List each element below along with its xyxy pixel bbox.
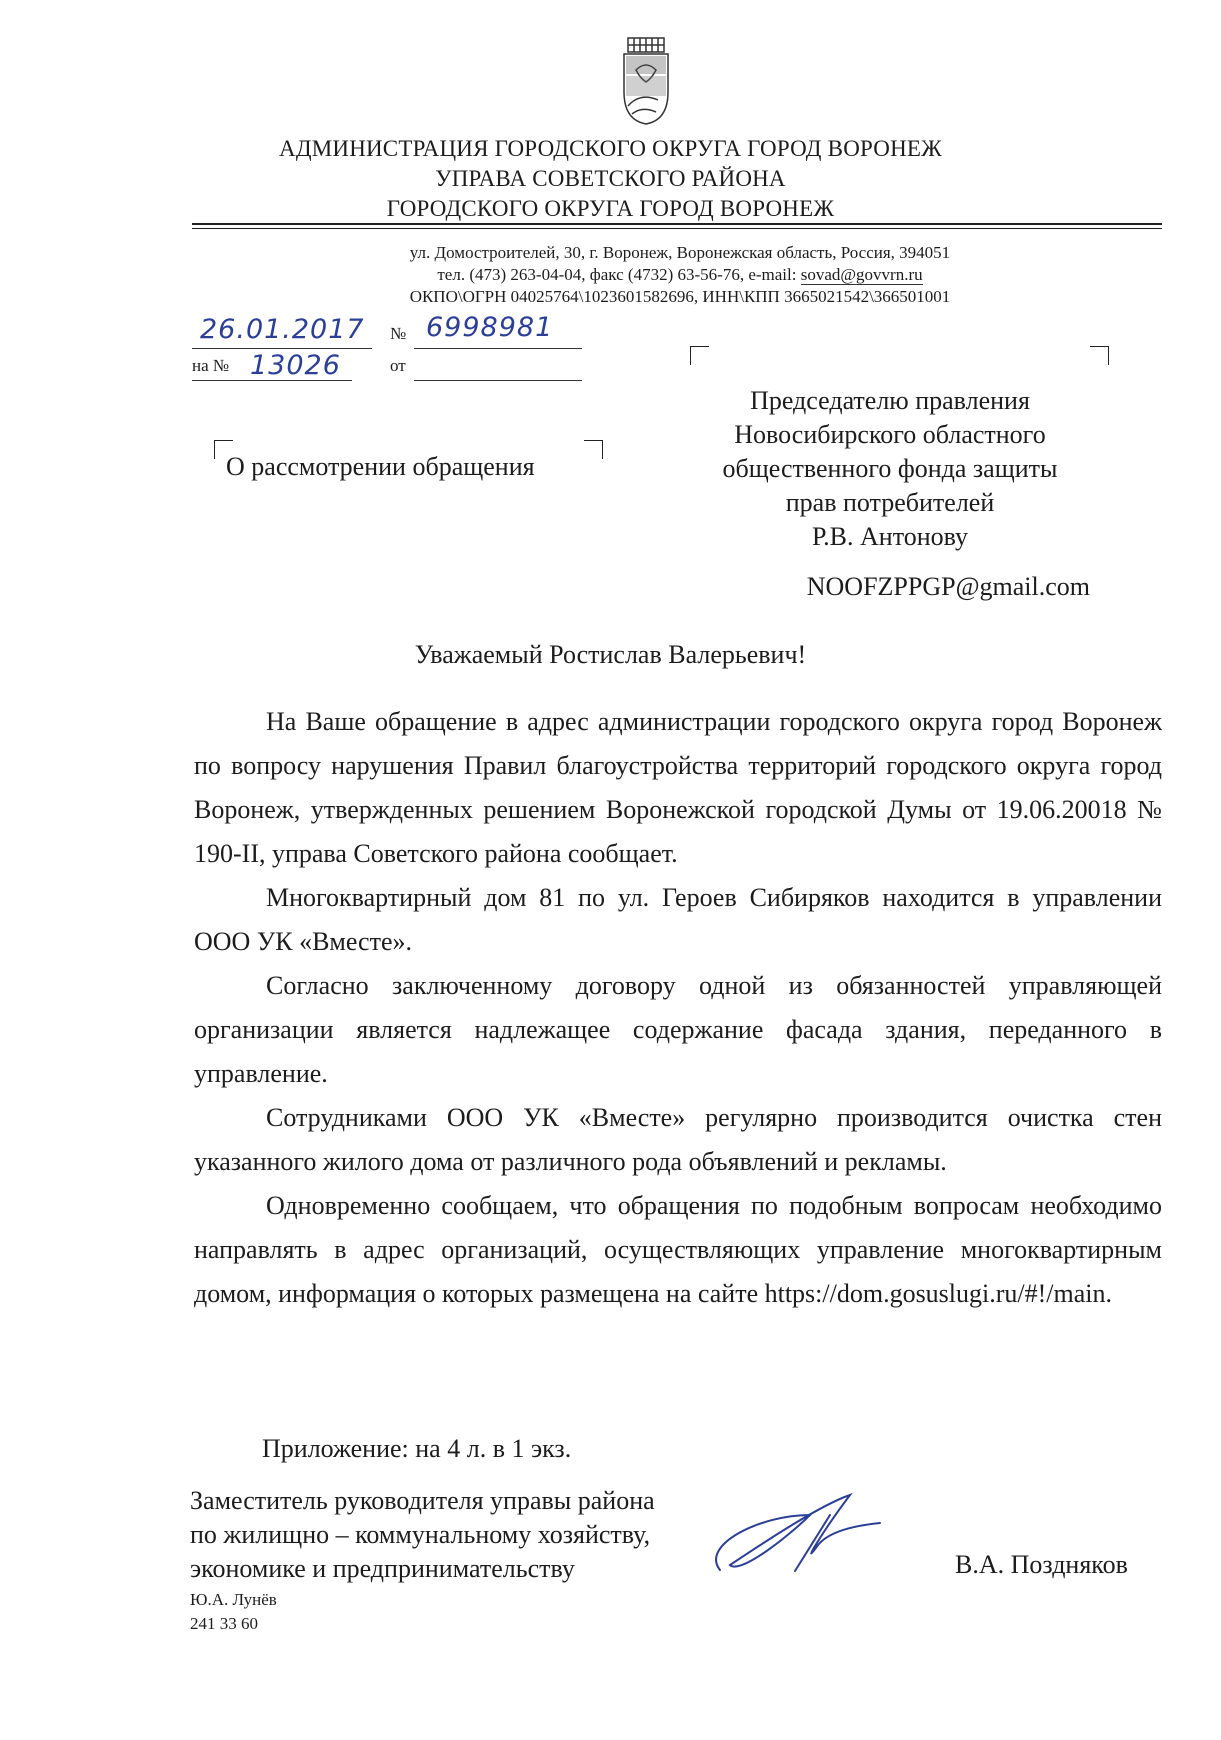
contacts-email-link[interactable]: sovad@govvrn.ru [800, 265, 923, 284]
subject-corner-right [584, 440, 603, 459]
body-paragraph-4: Сотрудниками ООО УК «Вместе» регулярно производится очистка стен указанного жилого дома от различного рода объявлений и рекламы. [194, 1103, 1162, 1176]
executor-name: Ю.А. Лунёв [190, 1590, 277, 1609]
from-label: от [390, 356, 406, 375]
contacts-phone: тел. (473) 263-04-04, факс (4732) 63-56-76, e-mail: [437, 265, 801, 284]
letter-body [194, 700, 1162, 1316]
contacts-phone-line [300, 264, 1060, 286]
addressee-email: NOOFZPPGP@gmail.com [806, 572, 1090, 601]
from-field [414, 352, 582, 381]
signer-name: В.А. Поздняков [955, 1550, 1128, 1579]
contacts-block [300, 242, 1060, 308]
number-handwritten: 6998981 [426, 312, 554, 343]
signer-position-line-3: экономике и предпринимательству [190, 1554, 575, 1583]
reference-field [192, 352, 352, 381]
signer-position [190, 1484, 655, 1586]
body-paragraph-2: Многоквартирный дом 81 по ул. Героев Сибиряков находится в управлении ООО УК «Вместе». [194, 883, 1162, 956]
letterhead-line-3: ГОРОДСКОГО ОКРУГА ГОРОД ВОРОНЕЖ [386, 196, 835, 221]
reference-handwritten: 13026 [250, 350, 341, 381]
signer-position-line-2: по жилищно – коммунальному хозяйству, [190, 1520, 651, 1549]
letterhead-line-1: АДМИНИСТРАЦИЯ ГОРОДСКОГО ОКРУГА ГОРОД ВОРОНЕЖ [279, 136, 942, 161]
number-field [414, 312, 582, 349]
attachment-note: Приложение: на 4 л. в 1 экз. [262, 1434, 572, 1463]
greeting: Уважаемый Ростислав Валерьевич! [414, 640, 807, 669]
addressee-corner-right [1090, 346, 1109, 365]
body-paragraph-5: Одновременно сообщаем, что обращения по подобным вопросам необходимо направлять в адрес организаций, осуществляющих управление многоквартирным домом, информация о которых размещена на сайте https://dom.gosuslugi.ru/#!/main. [194, 1191, 1162, 1308]
contacts-codes: ОКПО\ОГРН 04025764\1023601582696, ИНН\КПП 3665021542\366501001 [409, 287, 951, 306]
letterhead [0, 134, 1221, 224]
body-paragraph-3: Согласно заключенному договору одной из обязанностей управляющей организации является надлежащее содержание фасада здания, переданного в управление. [194, 971, 1162, 1088]
signer-position-line-1: Заместитель руководителя управы района [190, 1486, 655, 1515]
reference-label: на № [192, 356, 230, 375]
addressee-line-1: Председателю правления [750, 386, 1030, 415]
date-field [192, 314, 372, 349]
body-paragraph-1: На Ваше обращение в адрес администрации городского округа город Воронеж по вопросу нарушения Правил благоустройства территорий городского округа город Воронеж, утвержденных решением Воронежской городской Думы от 19.06.20018 № 190-II, управа Советского района сообщает. [194, 707, 1162, 868]
subject-line: О рассмотрении обращения [226, 452, 535, 481]
header-rule-thin [192, 228, 1162, 229]
letterhead-line-2: УПРАВА СОВЕТСКОГО РАЙОНА [435, 166, 786, 191]
addressee-line-3: общественного фонда защиты [722, 454, 1058, 483]
date-handwritten: 26.01.2017 [200, 314, 365, 345]
addressee-corner-left [690, 346, 709, 365]
executor-phone: 241 33 60 [190, 1614, 258, 1633]
number-label: № [390, 324, 407, 343]
addressee-line-5: Р.В. Антонову [811, 522, 969, 551]
header-rule-thick [192, 223, 1162, 225]
addressee-line-2: Новосибирского областного [734, 420, 1046, 449]
contacts-address: ул. Домостроителей, 30, г. Воронеж, Воронежская область, Россия, 394051 [409, 243, 951, 262]
coat-of-arms-icon [616, 36, 676, 126]
handwritten-signature-icon [700, 1475, 890, 1585]
addressee-block [690, 384, 1090, 554]
executor-block [190, 1588, 277, 1636]
addressee-line-4: прав потребителей [785, 488, 995, 517]
